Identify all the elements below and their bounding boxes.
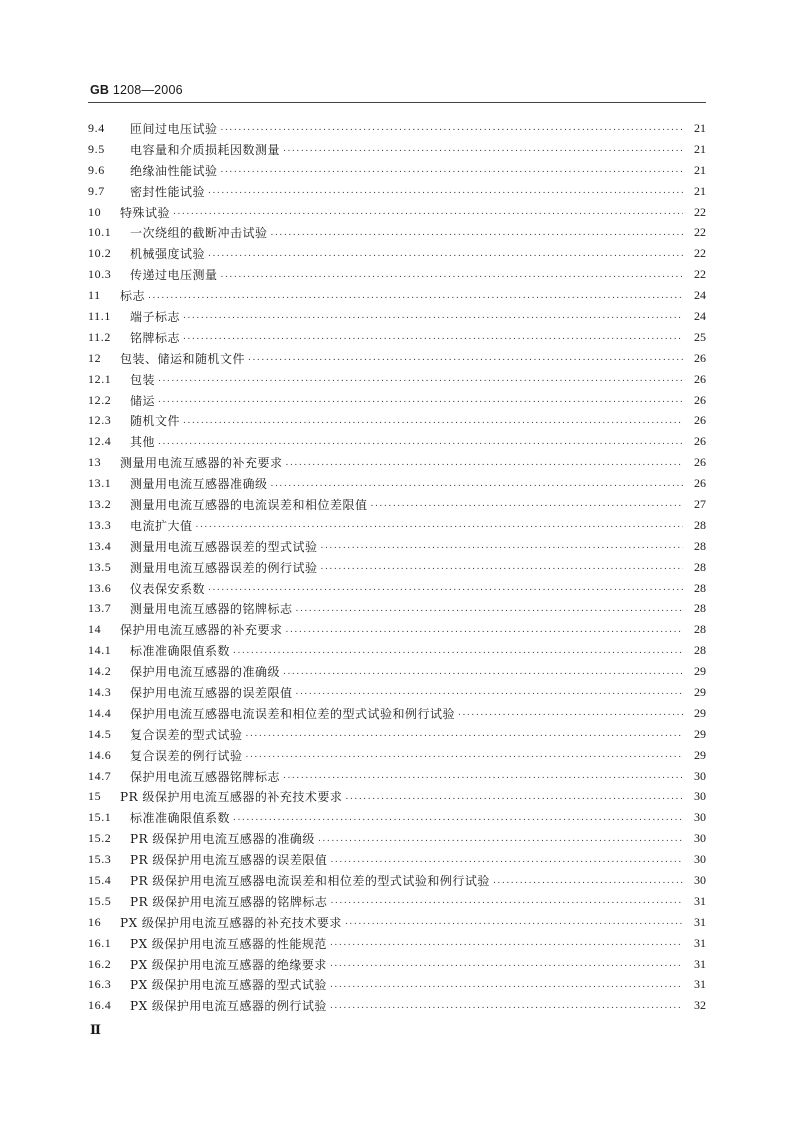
toc-entry-number: 15.3	[88, 852, 112, 867]
toc-entry-number: 11.2	[88, 329, 111, 344]
toc-entry-title: 复合误差的型式试验	[130, 727, 243, 742]
toc-entry-number: 16.3	[88, 977, 112, 992]
toc-dot-leader	[221, 164, 683, 176]
toc-entry-page: 30	[694, 852, 706, 867]
toc-entry-number: 9.6	[88, 162, 105, 177]
toc-entry-number: 13.2	[88, 496, 112, 511]
toc-entry-page: 31	[694, 956, 706, 971]
toc-entry[interactable]	[88, 975, 706, 996]
toc-entry-number: 16.2	[88, 956, 112, 971]
toc-entry-title: 匝间过电压试验	[130, 121, 218, 136]
toc-dot-leader	[330, 1000, 683, 1012]
toc-entry[interactable]	[88, 828, 706, 849]
toc-entry-title: 机械强度试验	[130, 247, 206, 262]
toc-entry-number: 10.3	[88, 267, 112, 282]
toc-entry-page: 30	[694, 831, 706, 846]
toc-entry[interactable]	[88, 243, 706, 264]
toc-entry-title: 密封性能试验	[130, 184, 206, 199]
toc-entry-page: 26	[694, 413, 706, 428]
toc-dot-leader	[173, 206, 683, 218]
toc-entry-title: 标准准确限值系数	[130, 811, 231, 826]
toc-entry-number: 15.1	[88, 810, 112, 825]
toc-entry[interactable]	[88, 766, 706, 787]
toc-entry-title: 保护用电流互感器的补充要求	[120, 623, 283, 638]
toc-entry-title: PR 级保护用电流互感器的补充技术要求	[120, 790, 343, 805]
toc-entry-title: 保护用电流互感器电流误差和相位差的型式试验和例行试验	[130, 706, 456, 721]
toc-entry-number: 14	[88, 622, 102, 637]
toc-entry-page: 28	[694, 538, 706, 553]
toc-dot-leader	[246, 749, 683, 761]
toc-dot-leader	[221, 122, 683, 134]
toc-dot-leader	[158, 394, 683, 406]
toc-entry-title: 测量用电流互感器的铭牌标志	[130, 602, 293, 617]
header-divider	[88, 102, 706, 103]
toc-entry-number: 11	[88, 288, 101, 303]
toc-dot-leader	[183, 310, 683, 322]
toc-entry-page: 22	[694, 246, 706, 261]
toc-entry-page: 22	[694, 225, 706, 240]
toc-entry-title: 其他	[130, 435, 156, 450]
toc-entry-title: 测量用电流互感器准确级	[130, 477, 268, 492]
toc-dot-leader	[296, 603, 683, 615]
toc-dot-leader	[158, 373, 683, 385]
toc-dot-leader	[208, 185, 683, 197]
toc-entry-title: PR 级保护用电流互感器的准确级	[130, 832, 315, 847]
toc-dot-leader	[246, 728, 683, 740]
toc-dot-leader	[330, 937, 683, 949]
toc-entry[interactable]	[88, 578, 706, 599]
toc-entry-number: 14.4	[88, 705, 112, 720]
toc-dot-leader	[283, 770, 683, 782]
toc-entry[interactable]	[88, 682, 706, 703]
toc-dot-leader	[183, 415, 683, 427]
toc-dot-leader	[330, 979, 683, 991]
toc-entry[interactable]	[88, 431, 706, 452]
toc-entry-title: 标准准确限值系数	[130, 644, 231, 659]
toc-entry[interactable]	[88, 745, 706, 766]
toc-entry-page: 30	[694, 873, 706, 887]
toc-entry[interactable]	[88, 306, 706, 327]
toc-entry[interactable]	[88, 494, 706, 515]
toc-dot-leader	[208, 248, 683, 260]
toc-entry-page: 26	[694, 392, 706, 407]
toc-entry[interactable]	[88, 139, 706, 160]
toc-entry-title: 包装、储运和随机文件	[120, 351, 246, 366]
toc-entry[interactable]	[88, 369, 706, 390]
toc-entry-number: 12.2	[88, 392, 112, 407]
toc-entry-page: 26	[694, 350, 706, 365]
toc-entry[interactable]	[88, 912, 706, 933]
toc-entry[interactable]	[88, 536, 706, 557]
toc-entry-page: 32	[694, 998, 706, 1013]
toc-entry[interactable]	[88, 640, 706, 661]
toc-entry-page: 24	[694, 288, 706, 303]
toc-entry-title: 随机文件	[130, 414, 181, 429]
toc-entry-title: 仪表保安系数	[130, 581, 206, 596]
toc-entry-page: 29	[694, 664, 706, 679]
toc-dot-leader	[158, 436, 683, 448]
toc-dot-leader	[233, 645, 683, 657]
toc-dot-leader	[493, 875, 683, 887]
toc-entry-page: 21	[694, 183, 706, 198]
toc-entry-page: 21	[694, 141, 706, 156]
toc-entry-page: 21	[694, 120, 706, 135]
toc-entry-number: 13.3	[88, 517, 112, 532]
toc-entry-page: 22	[694, 204, 706, 219]
toc-entry-number: 13.1	[88, 476, 112, 491]
toc-entry-number: 15.4	[88, 873, 112, 887]
toc-entry-title: 储运	[130, 393, 156, 408]
toc-entry-title: 保护用电流互感器铭牌标志	[130, 769, 281, 784]
toc-entry-page: 21	[694, 162, 706, 177]
toc-dot-leader	[196, 519, 683, 531]
toc-dot-leader	[321, 561, 683, 573]
toc-entry-page: 30	[694, 768, 706, 783]
toc-entry-page: 26	[694, 476, 706, 491]
toc-entry-title: 绝缘油性能试验	[130, 163, 218, 178]
toc-entry[interactable]	[88, 160, 706, 181]
toc-entry[interactable]	[88, 933, 706, 954]
toc-entry[interactable]	[88, 891, 706, 912]
toc-entry-number: 14.2	[88, 664, 112, 679]
standard-code: GB	[90, 83, 110, 97]
toc-dot-leader	[271, 478, 683, 490]
toc-dot-leader	[233, 812, 683, 824]
toc-entry-page: 26	[694, 455, 706, 470]
toc-entry-number: 10.2	[88, 246, 112, 261]
toc-entry-number: 11.1	[88, 308, 111, 323]
toc-entry-title: 端子标志	[130, 309, 181, 324]
toc-entry-page: 29	[694, 747, 706, 762]
toc-entry-number: 10	[88, 204, 102, 219]
toc-dot-leader	[286, 624, 683, 636]
toc-entry-page: 30	[694, 810, 706, 825]
toc-entry-title: PX 级保护用电流互感器的补充技术要求	[120, 915, 342, 930]
standard-number: 1208—2006	[112, 83, 183, 97]
toc-entry[interactable]	[88, 787, 706, 808]
toc-dot-leader	[458, 707, 683, 719]
toc-entry-number: 15.5	[88, 893, 112, 908]
toc-entry-number: 13.6	[88, 580, 112, 595]
toc-entry-title: 保护用电流互感器的误差限值	[130, 685, 293, 700]
toc-entry[interactable]	[88, 557, 706, 578]
toc-entry[interactable]	[88, 703, 706, 724]
toc-entry-number: 14.6	[88, 747, 112, 762]
document-header	[90, 83, 183, 97]
toc-entry-number: 14.5	[88, 726, 112, 741]
toc-entry-number: 10.1	[88, 225, 112, 240]
toc-entry-title: PX 级保护用电流互感器的型式试验	[130, 978, 327, 993]
toc-entry-number: 12	[88, 350, 102, 365]
toc-entry[interactable]	[88, 118, 706, 139]
toc-entry-title: PR 级保护用电流互感器电流误差和相位差的型式试验和例行试验	[130, 874, 490, 888]
toc-entry-number: 15.2	[88, 831, 112, 846]
page-number: Ⅱ	[90, 1022, 101, 1037]
toc-entry-number: 13.7	[88, 601, 112, 616]
toc-entry[interactable]	[88, 954, 706, 975]
toc-entry-page: 29	[694, 705, 706, 720]
toc-entry[interactable]	[88, 264, 706, 285]
toc-entry-page: 28	[694, 580, 706, 595]
toc-entry[interactable]	[88, 473, 706, 494]
toc-entry[interactable]	[88, 202, 706, 223]
toc-dot-leader	[321, 540, 683, 552]
toc-dot-leader	[330, 895, 683, 907]
toc-entry-title: 铭牌标志	[130, 330, 181, 345]
toc-entry-number: 13.4	[88, 538, 112, 553]
toc-entry-number: 9.7	[88, 183, 105, 198]
toc-entry-title: 测量用电流互感器的补充要求	[120, 456, 283, 471]
toc-entry-page: 24	[694, 308, 706, 323]
toc-entry[interactable]	[88, 870, 706, 891]
toc-entry-page: 28	[694, 517, 706, 532]
toc-entry-page: 29	[694, 726, 706, 741]
toc-entry[interactable]	[88, 285, 706, 306]
toc-entry-number: 13	[88, 455, 102, 470]
toc-entry-page: 31	[694, 914, 706, 929]
toc-entry-title: 一次绕组的截断冲击试验	[130, 226, 268, 241]
toc-entry[interactable]	[88, 724, 706, 745]
toc-dot-leader	[208, 582, 683, 594]
toc-entry-number: 9.4	[88, 120, 105, 135]
toc-entry-page: 31	[694, 893, 706, 908]
toc-entry[interactable]	[88, 515, 706, 536]
toc-entry-title: 测量用电流互感器误差的例行试验	[130, 560, 318, 575]
toc-entry[interactable]	[88, 995, 706, 1016]
toc-entry-number: 12.4	[88, 434, 112, 449]
toc-entry-number: 13.5	[88, 559, 112, 574]
toc-entry-title: 保护用电流互感器的准确级	[130, 665, 281, 680]
toc-entry[interactable]	[88, 598, 706, 619]
toc-entry-title: PX 级保护用电流互感器的例行试验	[130, 999, 327, 1014]
toc-dot-leader	[248, 352, 683, 364]
toc-entry-number: 16.4	[88, 998, 112, 1013]
toc-entry-page: 27	[694, 496, 706, 511]
toc-entry-title: 测量用电流互感器的电流误差和相位差限值	[130, 497, 368, 512]
toc-entry-page: 25	[694, 329, 706, 344]
toc-dot-leader	[183, 331, 683, 343]
toc-dot-leader	[221, 269, 683, 281]
toc-entry-title: 包装	[130, 372, 156, 387]
toc-entry-number: 16.1	[88, 935, 112, 950]
toc-dot-leader	[345, 791, 683, 803]
toc-entry-title: 测量用电流互感器误差的型式试验	[130, 539, 318, 554]
toc-dot-leader	[318, 833, 683, 845]
toc-entry-page: 30	[694, 789, 706, 804]
toc-entry[interactable]	[88, 327, 706, 348]
toc-entry-number: 14.7	[88, 768, 112, 783]
toc-entry-page: 28	[694, 643, 706, 658]
toc-entry-title: PX 级保护用电流互感器的绝缘要求	[130, 957, 327, 972]
toc-entry-number: 9.5	[88, 141, 105, 156]
toc-entry-page: 26	[694, 371, 706, 386]
table-of-contents	[88, 118, 706, 1016]
toc-entry-number: 14.3	[88, 684, 112, 699]
toc-entry[interactable]	[88, 452, 706, 473]
toc-entry-title: 特殊试验	[120, 205, 171, 220]
toc-dot-leader	[296, 686, 683, 698]
toc-entry-title: 电容量和介质损耗因数测量	[130, 142, 281, 157]
toc-entry-number: 14.1	[88, 643, 112, 658]
toc-dot-leader	[283, 666, 683, 678]
toc-entry-title: 传递过电压测量	[130, 268, 218, 283]
toc-entry-title: 电流扩大值	[130, 518, 193, 533]
toc-entry-number: 15	[88, 789, 102, 804]
toc-entry-page: 22	[694, 267, 706, 282]
toc-dot-leader	[330, 854, 683, 866]
toc-entry[interactable]	[88, 661, 706, 682]
toc-entry-title: PR 级保护用电流互感器的铭牌标志	[130, 894, 328, 909]
toc-dot-leader	[271, 227, 683, 239]
toc-entry-title: 复合误差的例行试验	[130, 748, 243, 763]
toc-entry[interactable]	[88, 849, 706, 870]
toc-entry-page: 28	[694, 559, 706, 574]
toc-entry[interactable]	[88, 410, 706, 431]
toc-entry-title: PR 级保护用电流互感器的误差限值	[130, 853, 328, 868]
toc-entry[interactable]	[88, 181, 706, 202]
toc-entry[interactable]	[88, 348, 706, 369]
toc-entry-title: 标志	[120, 289, 146, 304]
toc-entry[interactable]	[88, 807, 706, 828]
toc-entry-page: 28	[694, 622, 706, 637]
toc-entry-number: 16	[88, 914, 102, 929]
toc-entry-page: 31	[694, 977, 706, 992]
toc-dot-leader	[148, 290, 683, 302]
toc-entry-title: PX 级保护用电流互感器的性能规范	[130, 936, 327, 951]
toc-entry[interactable]	[88, 619, 706, 640]
toc-dot-leader	[330, 958, 683, 970]
toc-dot-leader	[283, 143, 683, 155]
toc-entry-page: 31	[694, 935, 706, 950]
toc-entry-page: 29	[694, 684, 706, 699]
toc-dot-leader	[371, 498, 683, 510]
toc-dot-leader	[345, 916, 683, 928]
toc-entry-page: 28	[694, 601, 706, 616]
toc-entry[interactable]	[88, 222, 706, 243]
toc-dot-leader	[286, 457, 683, 469]
toc-entry-page: 26	[694, 434, 706, 449]
toc-entry-number: 12.1	[88, 371, 112, 386]
toc-entry-number: 12.3	[88, 413, 112, 428]
toc-entry[interactable]	[88, 390, 706, 411]
